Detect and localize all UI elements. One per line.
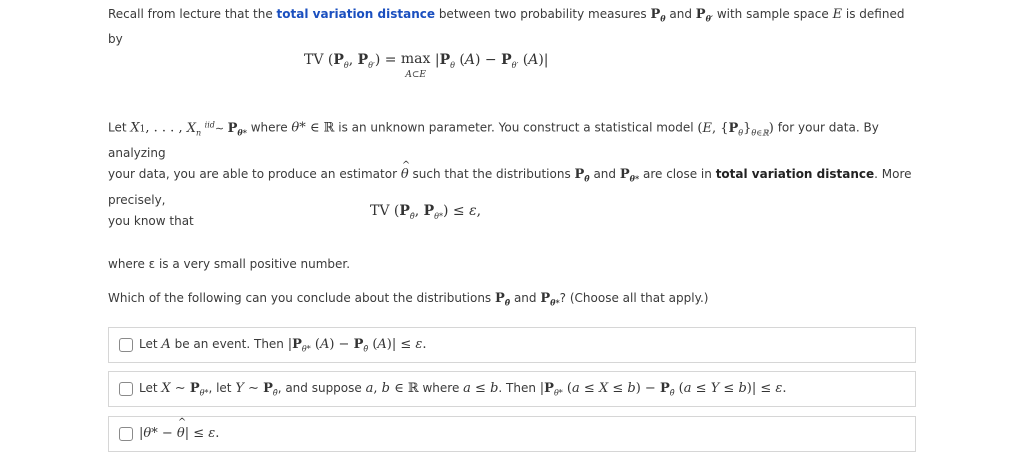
option-label: Let A be an event. Then $|P_{\theta*}$ $(A) - P_{\thetâ}$ (A)| ≤ ε. bbox=[139, 337, 427, 354]
epsilon-note-text: where ε is a very small positive number. bbox=[108, 257, 351, 271]
question-text-2: and bbox=[510, 291, 541, 305]
math-samples: X bbox=[130, 120, 140, 136]
intro-text-5: is defined by bbox=[108, 7, 905, 46]
option-label: Let X ∼ $P_{\theta*}$, let Y ∼ $P_{\thetâ}$, and suppose a, b ∈ ℝ where a ≤ b. Then $|P_{\theta*}$ $(a \le X \le b) - P_{\thetâ}$ (a ≤ Y ≤ b)| ≤ ε. bbox=[139, 381, 787, 398]
epsilon-note bbox=[108, 254, 918, 274]
math-model: (E, $\{P_\theta\}_{\theta\in ℝ}$) bbox=[697, 120, 774, 138]
option-label: |θ* − ^ θ| ≤ ε. bbox=[139, 426, 219, 441]
setup-text-2: where bbox=[246, 120, 292, 135]
setup-text-3: is an unknown parameter. You construct a statistical model bbox=[334, 120, 698, 135]
option-interval-bound[interactable] bbox=[108, 371, 916, 407]
math-theta-hat: ^ θ bbox=[401, 164, 409, 185]
intro-text-3: and bbox=[665, 7, 696, 21]
option-text: , and suppose bbox=[277, 381, 366, 395]
option-parameter-bound[interactable] bbox=[108, 416, 916, 452]
math-p-theta: $P_\theta$ bbox=[650, 7, 666, 24]
tv-bound-formula: TV ($P_{\thetâ}$, $P_{\theta*}) \le \varepsilon$, bbox=[370, 203, 482, 221]
setup-text-5: your data, you are able to produce an estimator bbox=[108, 167, 401, 182]
question-text: Which of the following can you conclude about the distributions $P_{\thetâ}$ and $P_{\theta*}$? (Choose all that apply.) bbox=[108, 291, 709, 308]
tv-definition-formula: TV ($P_\theta$, $P_{\theta'}) = \max$ A⊂E $|P_\theta$ $(A) - P_{\theta'}$ (A)| bbox=[304, 51, 549, 80]
setup-text-6: such that the distributions bbox=[408, 167, 575, 182]
question-text-3: ? (Choose all that apply.) bbox=[559, 291, 709, 305]
option-text: Let bbox=[139, 381, 162, 395]
setup-text-8: are close in bbox=[639, 167, 716, 182]
math-p-theta-prime: $P_{\theta'}$ bbox=[695, 7, 714, 24]
intro-text-1: Recall from lecture that the bbox=[108, 7, 277, 21]
option-event-bound[interactable] bbox=[108, 327, 916, 363]
option-text: where bbox=[418, 381, 464, 395]
checkbox[interactable] bbox=[119, 382, 133, 396]
setup-text-9: . More precisely, bbox=[108, 167, 912, 207]
option-text: , let bbox=[208, 381, 236, 395]
intro-text-2: between two probability measures bbox=[435, 7, 651, 21]
checkbox[interactable] bbox=[119, 338, 133, 352]
option-text: Let bbox=[139, 337, 162, 351]
option-text: . Then bbox=[498, 381, 540, 395]
option-text: be an event. Then bbox=[170, 337, 288, 351]
setup-paragraph: Let X1, . . . , $X_n$ $^{iid}$∼ $P_{\theta*}$ where θ* ∈ ℝ is an unknown parameter. You construct a statistical model (E, $\{P_\theta\}_{\theta\in ℝ}$) for your data. By analyzing your data, you are able to produce an estimator ^ θ such that the distributions $P_{\thetâ}$ and $P_{\theta*}$ are close in total variation distance. More precisely, you know that bbox=[108, 114, 918, 232]
intro-highlight: total variation distance bbox=[276, 7, 435, 21]
math-e: E bbox=[832, 7, 843, 22]
setup-text-7: and bbox=[589, 167, 620, 182]
question-text-1: Which of the following can you conclude about the distributions bbox=[108, 291, 495, 305]
intro-text-4: with sample space bbox=[713, 7, 833, 21]
setup-text-4: for your data. By analyzing bbox=[108, 120, 879, 161]
setup-text-1: Let bbox=[108, 120, 131, 135]
setup-highlight: total variation distance bbox=[715, 167, 875, 182]
checkbox[interactable] bbox=[119, 427, 133, 441]
setup-text-10: you know that bbox=[108, 213, 194, 228]
intro-paragraph bbox=[108, 4, 918, 49]
